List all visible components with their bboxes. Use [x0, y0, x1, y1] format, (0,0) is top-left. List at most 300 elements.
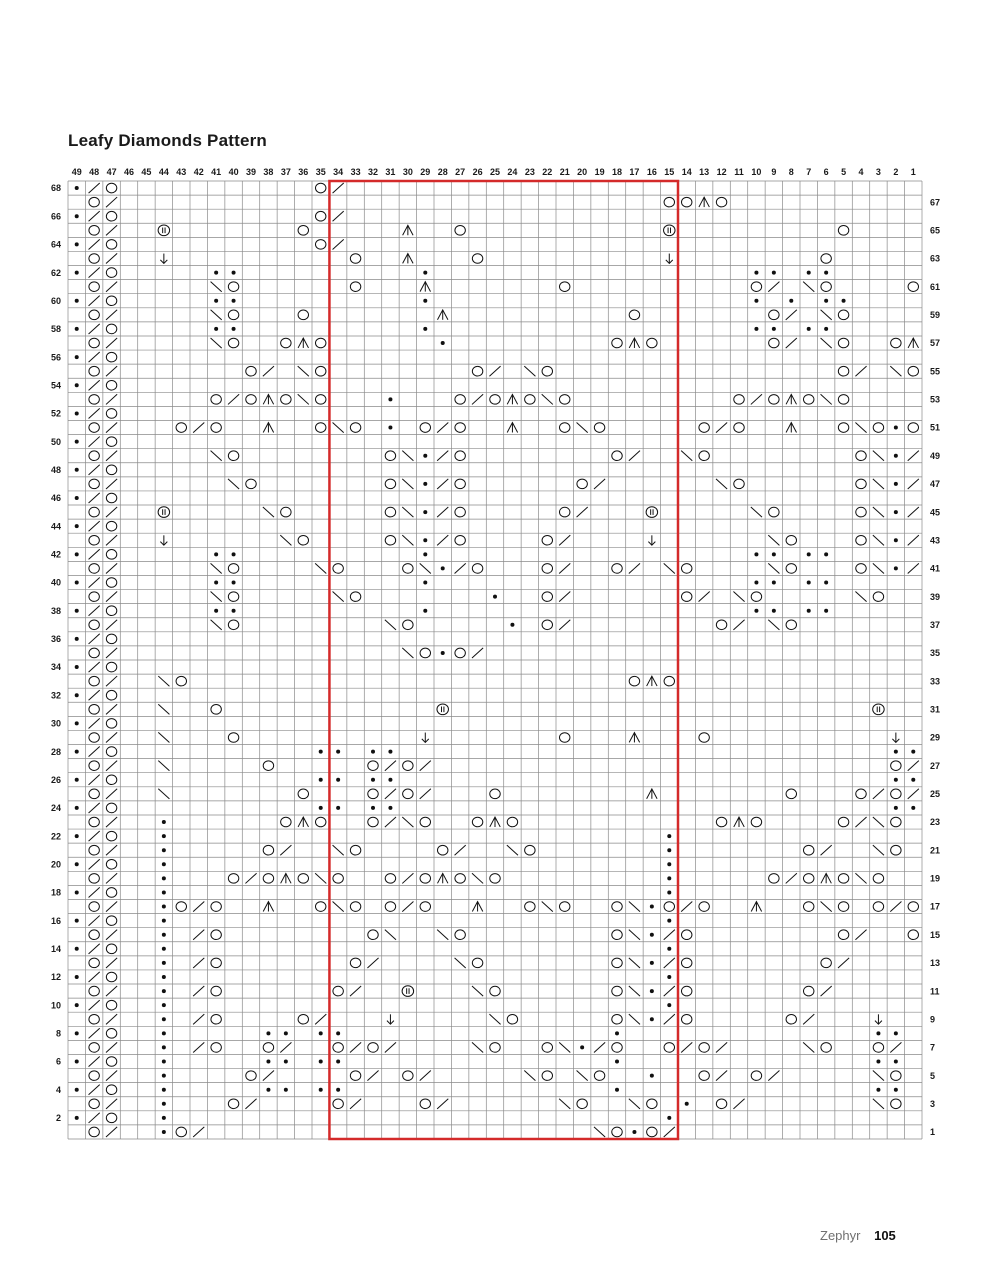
stitch-number-label: 3	[875, 167, 881, 177]
purl-dot-symbol	[754, 552, 758, 556]
yarn-over-symbol	[681, 592, 691, 602]
k2tog-symbol	[89, 408, 100, 418]
yarn-over-symbol	[472, 817, 482, 827]
k2tog-symbol	[89, 268, 100, 278]
purl-dot-symbol	[754, 609, 758, 613]
k2tog-symbol	[89, 972, 100, 982]
yarn-over-symbol	[89, 986, 99, 996]
row-number-label: 47	[930, 479, 941, 490]
yarn-over-symbol	[420, 1099, 430, 1109]
ssk-symbol	[211, 451, 222, 461]
yarn-over-symbol	[873, 423, 883, 433]
yarn-over-symbol	[89, 676, 99, 686]
ssk-symbol	[472, 873, 483, 883]
purl-dot-symbol	[162, 890, 166, 894]
purl-dot-symbol	[214, 609, 218, 613]
ssk-symbol	[873, 563, 884, 573]
k2tog-symbol	[106, 620, 117, 630]
row-number-label: 23	[930, 817, 941, 828]
yarn-over-symbol	[873, 592, 883, 602]
k2tog-symbol	[786, 873, 797, 883]
purl-dot-symbol	[911, 750, 915, 754]
k2tog-symbol	[89, 577, 100, 587]
purl-dot-symbol	[75, 214, 79, 218]
yarn-over-symbol	[629, 310, 639, 320]
stitch-number-label: 38	[263, 167, 274, 177]
purl-dot-symbol	[232, 609, 236, 613]
purl-dot-symbol	[911, 778, 915, 782]
purl-dot-symbol	[388, 426, 392, 430]
yarn-over-symbol	[211, 902, 221, 912]
stitch-number-label: 33	[350, 167, 361, 177]
yarn-over-symbol	[89, 705, 99, 715]
purl-dot-symbol	[232, 552, 236, 556]
purl-dot-symbol	[75, 411, 79, 415]
k2tog-symbol	[263, 366, 274, 376]
yarn-over-symbol	[769, 338, 779, 348]
yarn-over-symbol	[106, 803, 116, 813]
purl-dot-symbol	[336, 750, 340, 754]
yarn-over-symbol	[856, 535, 866, 545]
yarn-over-symbol	[821, 254, 831, 264]
k2tog-symbol	[908, 479, 919, 489]
yarn-over-symbol	[106, 409, 116, 419]
ssk-symbol	[333, 422, 344, 432]
k2tog-symbol	[193, 986, 204, 996]
yarn-over-symbol	[106, 465, 116, 475]
stitch-number-label: 42	[193, 167, 204, 177]
stitch-number-label: 15	[664, 167, 675, 177]
yarn-over-symbol	[89, 282, 99, 292]
yarn-over-symbol	[106, 719, 116, 729]
yarn-over-symbol	[856, 789, 866, 799]
k2tog-symbol	[89, 859, 100, 869]
stitch-number-label: 22	[542, 167, 553, 177]
yarn-over-symbol	[211, 423, 221, 433]
purl-dot-symbol	[894, 750, 898, 754]
yarn-over-symbol	[106, 859, 116, 869]
purl-dot-symbol	[75, 919, 79, 923]
yarn-over-symbol	[263, 761, 273, 771]
purl-dot-symbol	[75, 778, 79, 782]
ssk-symbol	[437, 930, 448, 940]
k2tog-symbol	[245, 873, 256, 883]
yarn-over-symbol	[455, 226, 465, 236]
stitch-number-label: 14	[681, 167, 692, 177]
yarn-over-symbol	[228, 310, 238, 320]
purl-dot-symbol	[75, 721, 79, 725]
row-number-label: 12	[50, 972, 61, 983]
ssk-symbol	[158, 789, 169, 799]
k2tog-symbol	[437, 535, 448, 545]
yarn-over-symbol	[385, 479, 395, 489]
yarn-over-symbol	[751, 592, 761, 602]
ssk-symbol	[751, 507, 762, 517]
k2tog-symbol	[664, 1014, 675, 1024]
purl-dot-symbol	[232, 271, 236, 275]
yarn-over-symbol	[681, 197, 691, 207]
purl-dot-symbol	[510, 623, 514, 627]
circled-mark-symbol	[646, 507, 658, 518]
row-number-label: 61	[930, 281, 941, 292]
ssk-symbol	[402, 535, 413, 545]
yarn-over-symbol	[734, 479, 744, 489]
k2tog-symbol	[106, 563, 117, 573]
stitch-number-label: 9	[771, 167, 777, 177]
ssk-symbol	[211, 282, 222, 292]
stitch-number-label: 27	[455, 167, 466, 177]
k2tog-symbol	[106, 1099, 117, 1109]
stitch-number-label: 5	[841, 167, 847, 177]
row-number-label: 20	[50, 859, 61, 870]
k2tog-symbol	[716, 422, 727, 432]
k2tog-symbol	[106, 817, 117, 827]
ssk-symbol	[333, 901, 344, 911]
yarn-over-symbol	[385, 874, 395, 884]
purl-dot-symbol	[423, 454, 427, 458]
purl-dot-symbol	[336, 1031, 340, 1035]
k2tog-symbol	[681, 901, 692, 911]
yarn-over-symbol	[315, 338, 325, 348]
yarn-over-symbol	[891, 761, 901, 771]
yarn-over-symbol	[298, 1014, 308, 1024]
purl-dot-symbol	[441, 341, 445, 345]
stitch-number-label: 23	[524, 167, 535, 177]
yarn-over-symbol	[106, 972, 116, 982]
k2tog-symbol	[89, 1028, 100, 1038]
purl-dot-symbol	[667, 975, 671, 979]
row-number-label: 45	[930, 507, 941, 518]
ssk-symbol	[507, 845, 518, 855]
yarn-over-symbol	[350, 845, 360, 855]
ssk-symbol	[821, 901, 832, 911]
k2tog-symbol	[89, 718, 100, 728]
purl-dot-symbol	[754, 271, 758, 275]
row-number-label: 64	[50, 239, 61, 250]
ssk-symbol	[559, 1042, 570, 1052]
yarn-over-symbol	[89, 592, 99, 602]
yarn-over-symbol	[350, 282, 360, 292]
k2tog-symbol	[437, 422, 448, 432]
yarn-over-symbol	[350, 254, 360, 264]
yarn-over-symbol	[455, 930, 465, 940]
yarn-over-symbol	[664, 676, 674, 686]
row-number-label: 25	[930, 789, 941, 800]
ssk-symbol	[664, 563, 675, 573]
ssk-symbol	[594, 1127, 605, 1137]
purl-dot-symbol	[319, 806, 323, 810]
ssk-symbol	[524, 366, 535, 376]
yarn-over-symbol	[838, 902, 848, 912]
purl-dot-symbol	[75, 496, 79, 500]
yarn-over-symbol	[211, 930, 221, 940]
yarn-over-symbol	[629, 676, 639, 686]
stitch-number-label: 7	[806, 167, 812, 177]
yarn-over-symbol	[612, 451, 622, 461]
row-number-label: 51	[930, 422, 941, 433]
row-number-label: 35	[930, 648, 941, 659]
k2tog-symbol	[106, 507, 117, 517]
purl-dot-symbol	[894, 482, 898, 486]
yarn-over-symbol	[472, 564, 482, 574]
purl-dot-symbol	[75, 834, 79, 838]
purl-dot-symbol	[824, 609, 828, 613]
yarn-over-symbol	[315, 183, 325, 193]
purl-dot-symbol	[75, 1003, 79, 1007]
k2tog-symbol	[385, 817, 396, 827]
yarn-over-symbol	[211, 1014, 221, 1024]
yarn-over-symbol	[699, 451, 709, 461]
k2tog-symbol	[106, 282, 117, 292]
ssk-symbol	[873, 817, 884, 827]
purl-dot-symbol	[336, 806, 340, 810]
k2tog-symbol	[908, 451, 919, 461]
yarn-over-symbol	[315, 395, 325, 405]
purl-dot-symbol	[894, 1060, 898, 1064]
k2tog-symbol	[437, 507, 448, 517]
ssk-symbol	[768, 563, 779, 573]
stitch-number-label: 29	[420, 167, 431, 177]
yarn-over-symbol	[89, 226, 99, 236]
purl-dot-symbol	[214, 552, 218, 556]
k2tog-symbol	[89, 1000, 100, 1010]
ssk-symbol	[315, 563, 326, 573]
purl-dot-symbol	[75, 862, 79, 866]
k2tog-symbol	[106, 451, 117, 461]
yarn-over-symbol	[647, 338, 657, 348]
yarn-over-symbol	[786, 535, 796, 545]
yarn-over-symbol	[106, 634, 116, 644]
yarn-over-symbol	[612, 564, 622, 574]
k2tog-symbol	[664, 958, 675, 968]
yarn-over-symbol	[368, 817, 378, 827]
ssk-symbol	[629, 986, 640, 996]
purl-dot-symbol	[894, 538, 898, 542]
k2tog-symbol	[193, 1127, 204, 1137]
k2tog-symbol	[733, 1099, 744, 1109]
purl-dot-symbol	[371, 806, 375, 810]
purl-dot-symbol	[75, 947, 79, 951]
yarn-over-symbol	[89, 338, 99, 348]
stitch-number-label: 13	[699, 167, 710, 177]
k2tog-symbol	[664, 930, 675, 940]
yarn-over-symbol	[490, 789, 500, 799]
yarn-over-symbol	[106, 183, 116, 193]
ssk-symbol	[855, 873, 866, 883]
yarn-over-symbol	[89, 395, 99, 405]
purl-dot-symbol	[266, 1031, 270, 1035]
ssk-symbol	[803, 1042, 814, 1052]
purl-dot-symbol	[284, 1060, 288, 1064]
row-number-label: 33	[930, 676, 941, 687]
k2tog-symbol	[89, 239, 100, 249]
yarn-over-symbol	[786, 1014, 796, 1024]
purl-dot-symbol	[284, 1031, 288, 1035]
purl-dot-symbol	[894, 1031, 898, 1035]
yarn-over-symbol	[751, 282, 761, 292]
page-footer	[820, 1228, 896, 1243]
yarn-over-symbol	[716, 197, 726, 207]
purl-dot-symbol	[162, 848, 166, 852]
purl-dot-symbol	[75, 1031, 79, 1035]
stitch-number-label: 20	[577, 167, 588, 177]
purl-dot-symbol	[162, 876, 166, 880]
ssk-symbol	[559, 1099, 570, 1109]
purl-dot-symbol	[667, 947, 671, 951]
yarn-over-symbol	[838, 930, 848, 940]
yarn-over-symbol	[612, 958, 622, 968]
purl-dot-symbol	[162, 905, 166, 909]
purl-dot-symbol	[232, 581, 236, 585]
yarn-over-symbol	[891, 1099, 901, 1109]
k2tog-symbol	[89, 380, 100, 390]
k2tog-symbol	[106, 789, 117, 799]
yarn-over-symbol	[542, 592, 552, 602]
k2tog-symbol	[664, 1127, 675, 1137]
yarn-over-symbol	[559, 902, 569, 912]
ssk-symbol	[803, 282, 814, 292]
k2tog-symbol	[786, 338, 797, 348]
yarn-over-symbol	[106, 1113, 116, 1123]
k2tog-symbol	[89, 211, 100, 221]
ssk-symbol	[211, 338, 222, 348]
purl-dot-symbol	[162, 919, 166, 923]
yarn-over-symbol	[455, 874, 465, 884]
stitch-number-label: 10	[751, 167, 762, 177]
k2tog-symbol	[855, 817, 866, 827]
k2tog-symbol	[89, 606, 100, 616]
yarn-over-symbol	[542, 366, 552, 376]
yarn-over-symbol	[612, 1127, 622, 1137]
yarn-over-symbol	[403, 564, 413, 574]
yarn-over-symbol	[455, 507, 465, 517]
purl-dot-symbol	[336, 1088, 340, 1092]
k2tog-symbol	[106, 676, 117, 686]
ssk-symbol	[402, 817, 413, 827]
purl-dot-symbol	[615, 1060, 619, 1064]
ssk-symbol	[420, 563, 431, 573]
yarn-over-symbol	[647, 1099, 657, 1109]
purl-dot-symbol	[807, 552, 811, 556]
ssk-symbol	[211, 592, 222, 602]
yarn-over-symbol	[333, 564, 343, 574]
purl-dot-symbol	[772, 609, 776, 613]
stitch-number-label: 24	[507, 167, 518, 177]
yarn-over-symbol	[873, 874, 883, 884]
row-number-label: 15	[930, 929, 941, 940]
yarn-over-symbol	[281, 817, 291, 827]
k2tog-symbol	[315, 1014, 326, 1024]
yarn-over-symbol	[211, 395, 221, 405]
k2tog-symbol	[333, 239, 344, 249]
purl-dot-symbol	[75, 1116, 79, 1120]
ssk-symbol	[821, 394, 832, 404]
k2tog-symbol	[855, 366, 866, 376]
yarn-over-symbol	[106, 324, 116, 334]
yarn-over-symbol	[368, 761, 378, 771]
k2tog-symbol	[280, 845, 291, 855]
k2tog-symbol	[106, 1071, 117, 1081]
purl-dot-symbol	[75, 242, 79, 246]
purl-dot-symbol	[75, 440, 79, 444]
purl-dot-symbol	[423, 271, 427, 275]
yarn-over-symbol	[315, 211, 325, 221]
yarn-over-symbol	[263, 1043, 273, 1053]
yarn-over-symbol	[403, 1071, 413, 1081]
yarn-over-symbol	[89, 451, 99, 461]
purl-dot-symbol	[807, 327, 811, 331]
yarn-over-symbol	[106, 606, 116, 616]
yarn-over-symbol	[612, 1014, 622, 1024]
yarn-over-symbol	[838, 395, 848, 405]
yarn-over-symbol	[490, 986, 500, 996]
purl-dot-symbol	[284, 1088, 288, 1092]
k2tog-symbol	[89, 887, 100, 897]
purl-dot-symbol	[75, 355, 79, 359]
k2tog-symbol	[280, 1042, 291, 1052]
row-number-label: 32	[50, 690, 61, 701]
row-number-label: 66	[50, 211, 61, 222]
yarn-over-symbol	[89, 958, 99, 968]
purl-dot-symbol	[894, 454, 898, 458]
yarn-over-symbol	[734, 423, 744, 433]
purl-dot-symbol	[441, 566, 445, 570]
purl-dot-symbol	[772, 271, 776, 275]
row-number-label: 37	[930, 619, 941, 630]
stitch-number-label: 40	[228, 167, 239, 177]
purl-dot-symbol	[75, 581, 79, 585]
ssk-symbol	[629, 930, 640, 940]
k2tog-symbol	[559, 563, 570, 573]
purl-dot-symbol	[75, 975, 79, 979]
yarn-over-symbol	[472, 366, 482, 376]
yarn-over-symbol	[89, 564, 99, 574]
purl-dot-symbol	[423, 538, 427, 542]
yarn-over-symbol	[211, 1043, 221, 1053]
yarn-over-symbol	[751, 1071, 761, 1081]
k2tog-symbol	[594, 1042, 605, 1052]
purl-dot-symbol	[667, 890, 671, 894]
stitch-number-label: 12	[716, 167, 727, 177]
purl-dot-symbol	[214, 271, 218, 275]
ssk-symbol	[629, 901, 640, 911]
purl-dot-symbol	[75, 552, 79, 556]
yarn-over-symbol	[106, 1085, 116, 1095]
yarn-over-symbol	[647, 1127, 657, 1137]
purl-dot-symbol	[162, 961, 166, 965]
purl-dot-symbol	[441, 651, 445, 655]
yarn-over-symbol	[106, 944, 116, 954]
k2tog-symbol	[106, 845, 117, 855]
purl-dot-symbol	[371, 778, 375, 782]
chart-labels	[51, 167, 940, 1137]
ssk-symbol	[280, 535, 291, 545]
yarn-over-symbol	[350, 592, 360, 602]
k2tog-symbol	[367, 1071, 378, 1081]
row-number-label: 24	[50, 803, 61, 814]
yarn-over-symbol	[89, 620, 99, 630]
purl-dot-symbol	[75, 383, 79, 387]
yarn-over-symbol	[89, 535, 99, 545]
ssk-symbol	[158, 676, 169, 686]
stitch-number-label: 39	[245, 167, 257, 177]
purl-dot-symbol	[423, 510, 427, 514]
ssk-symbol	[873, 845, 884, 855]
yarn-over-symbol	[211, 958, 221, 968]
yarn-over-symbol	[594, 1071, 604, 1081]
k2tog-symbol	[193, 901, 204, 911]
yarn-over-symbol	[246, 366, 256, 376]
